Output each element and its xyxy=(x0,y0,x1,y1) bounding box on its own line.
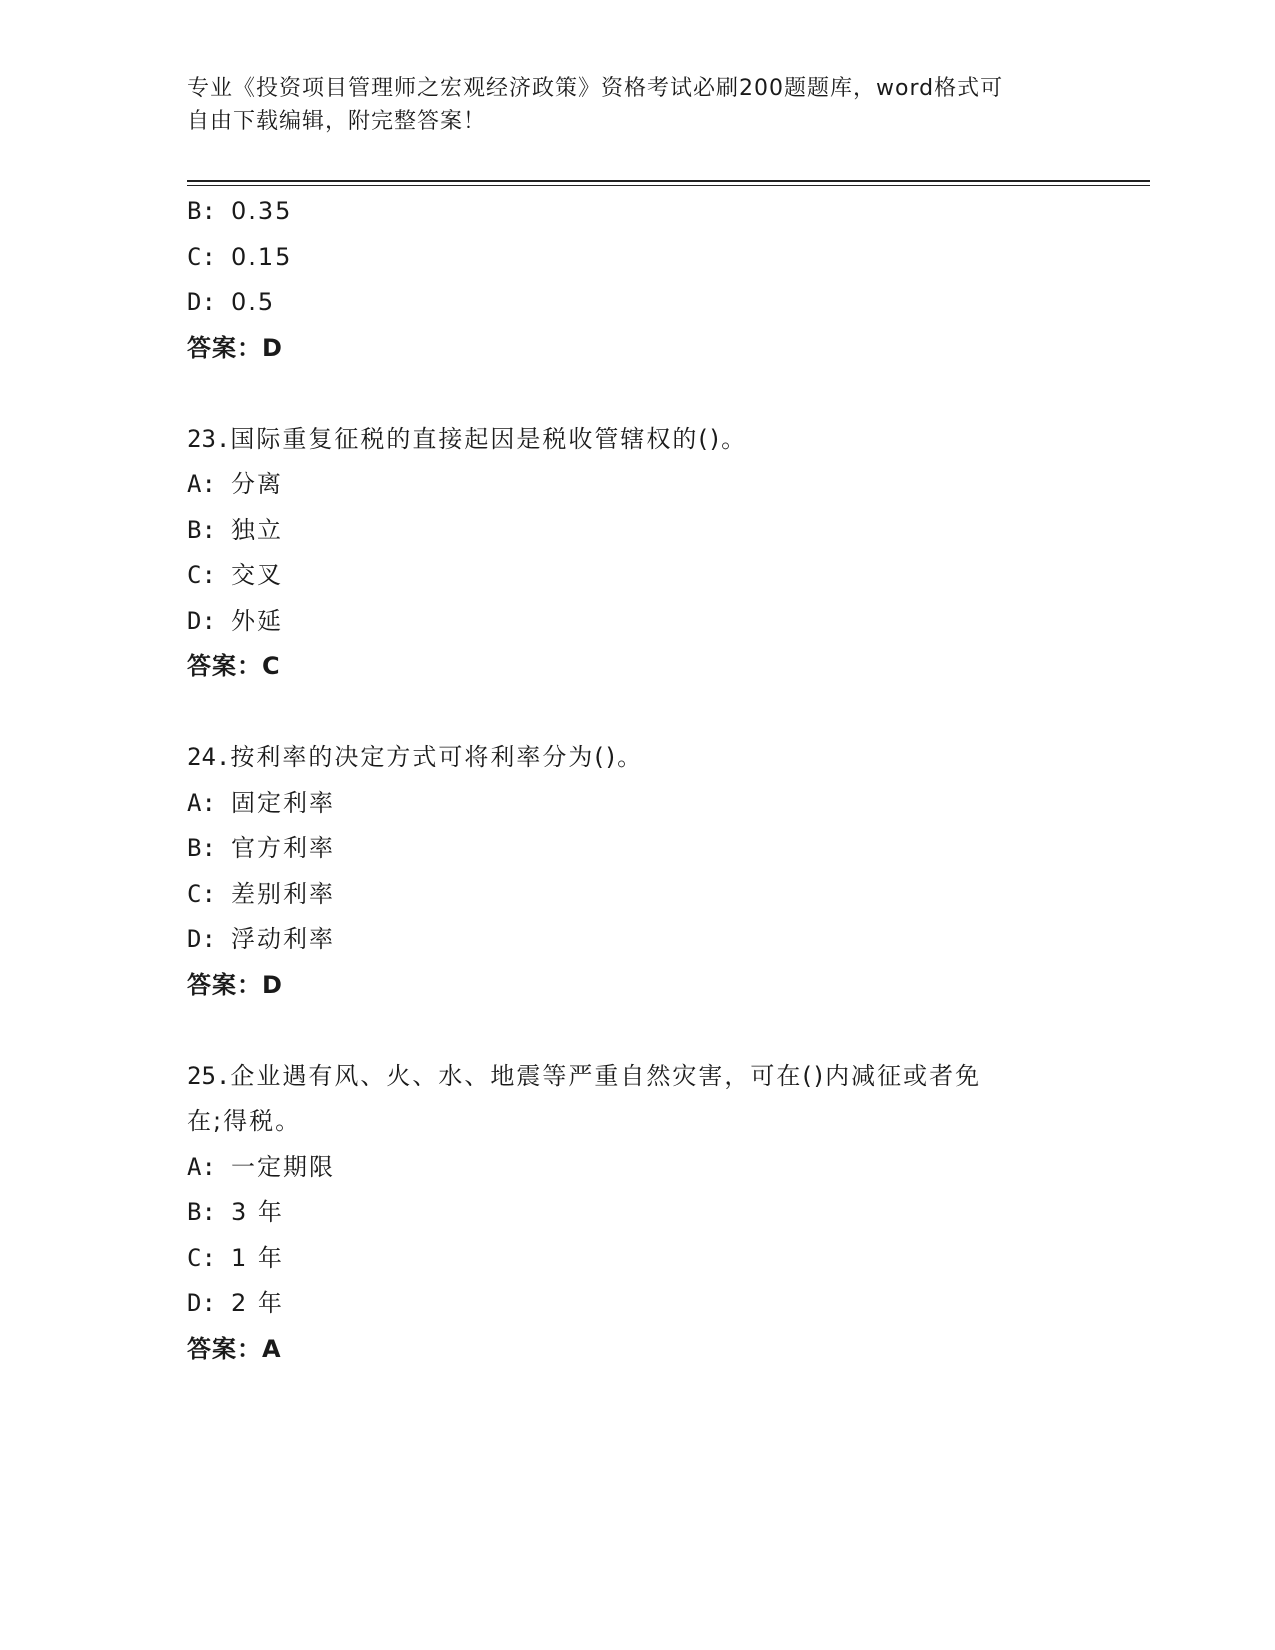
option-a xyxy=(187,1145,1087,1191)
option-text: 1 年 xyxy=(231,1243,284,1272)
option-text: 差别利率 xyxy=(231,879,335,908)
option-letter: A: xyxy=(187,788,216,817)
option-text: 交叉 xyxy=(231,561,283,589)
question-stem xyxy=(187,735,1087,781)
option-letter: C: xyxy=(187,1243,216,1272)
answer-line: 答案：A xyxy=(187,1334,282,1363)
option-b xyxy=(187,826,1087,872)
question-block-23 xyxy=(187,417,1087,690)
question-stem-continued: 在;得税。 xyxy=(187,1107,302,1135)
option-text: 3 年 xyxy=(231,1198,284,1226)
option-text: 官方利率 xyxy=(231,834,335,862)
question-stem xyxy=(187,1054,1087,1100)
option-text: 分离 xyxy=(231,470,283,498)
option-text: 一定期限 xyxy=(231,1152,335,1181)
option-a xyxy=(187,781,1087,827)
option-letter: B: xyxy=(187,515,216,544)
block-spacer xyxy=(187,690,1087,736)
option-letter: D: xyxy=(187,606,216,635)
question-stem xyxy=(187,417,1087,463)
option-text: 2 年 xyxy=(231,1289,284,1317)
header-rule-thick xyxy=(187,180,1150,182)
option-letter: B: xyxy=(187,1198,216,1226)
question-block-25 xyxy=(187,1054,1087,1373)
option-letter: C: xyxy=(187,242,216,271)
option-c xyxy=(187,872,1087,918)
answer-line: 答案：D xyxy=(187,970,283,999)
answer-line: 答案：D xyxy=(187,333,283,362)
option-c xyxy=(187,1236,1087,1282)
option-text: 独立 xyxy=(231,515,283,544)
option-d xyxy=(187,917,1087,963)
option-d xyxy=(187,1281,1087,1327)
option-letter: A: xyxy=(187,1152,216,1181)
question-content xyxy=(187,189,1087,1372)
block-spacer xyxy=(187,371,1087,417)
option-d xyxy=(187,599,1087,645)
option-d xyxy=(187,280,1087,326)
answer-line: 答案：C xyxy=(187,652,281,680)
question-text: 按利率的决定方式可将利率分为()。 xyxy=(230,743,644,771)
option-b xyxy=(187,508,1087,554)
option-text: 固定利率 xyxy=(231,788,335,817)
header-line-2: 自由下载编辑，附完整答案！ xyxy=(187,109,487,134)
header-line-1: 专业《投资项目管理师之宏观经济政策》资格考试必刷200题题库，word格式可 xyxy=(187,76,1004,101)
option-letter: A: xyxy=(187,470,216,498)
option-letter: C: xyxy=(187,879,216,908)
question-block-24 xyxy=(187,735,1087,1008)
option-letter: C: xyxy=(187,561,216,589)
option-letter: D: xyxy=(187,288,216,316)
option-letter: D: xyxy=(187,925,216,953)
option-c xyxy=(187,235,1087,281)
option-b xyxy=(187,189,1087,235)
option-letter: D: xyxy=(187,1289,216,1317)
option-text: 0.35 xyxy=(231,197,293,225)
header-rule-thin xyxy=(187,185,1150,186)
document-header xyxy=(187,72,1087,138)
question-text: 企业遇有风、火、水、地震等严重自然灾害，可在()内减征或者免 xyxy=(230,1061,982,1090)
option-text: 浮动利率 xyxy=(231,925,335,953)
option-letter: B: xyxy=(187,197,216,225)
option-text: 0.15 xyxy=(231,242,293,271)
question-text: 国际重复征税的直接起因是税收管辖权的()。 xyxy=(230,424,748,453)
partial-question-block xyxy=(187,189,1087,371)
option-c xyxy=(187,553,1087,599)
question-number: 25. xyxy=(187,1061,231,1090)
option-letter: B: xyxy=(187,834,216,862)
option-text: 0.5 xyxy=(231,288,276,316)
option-text: 外延 xyxy=(231,606,283,635)
block-spacer xyxy=(187,1008,1087,1054)
option-a xyxy=(187,462,1087,508)
question-number: 24. xyxy=(187,743,231,771)
question-number: 23. xyxy=(187,424,231,453)
option-b xyxy=(187,1190,1087,1236)
